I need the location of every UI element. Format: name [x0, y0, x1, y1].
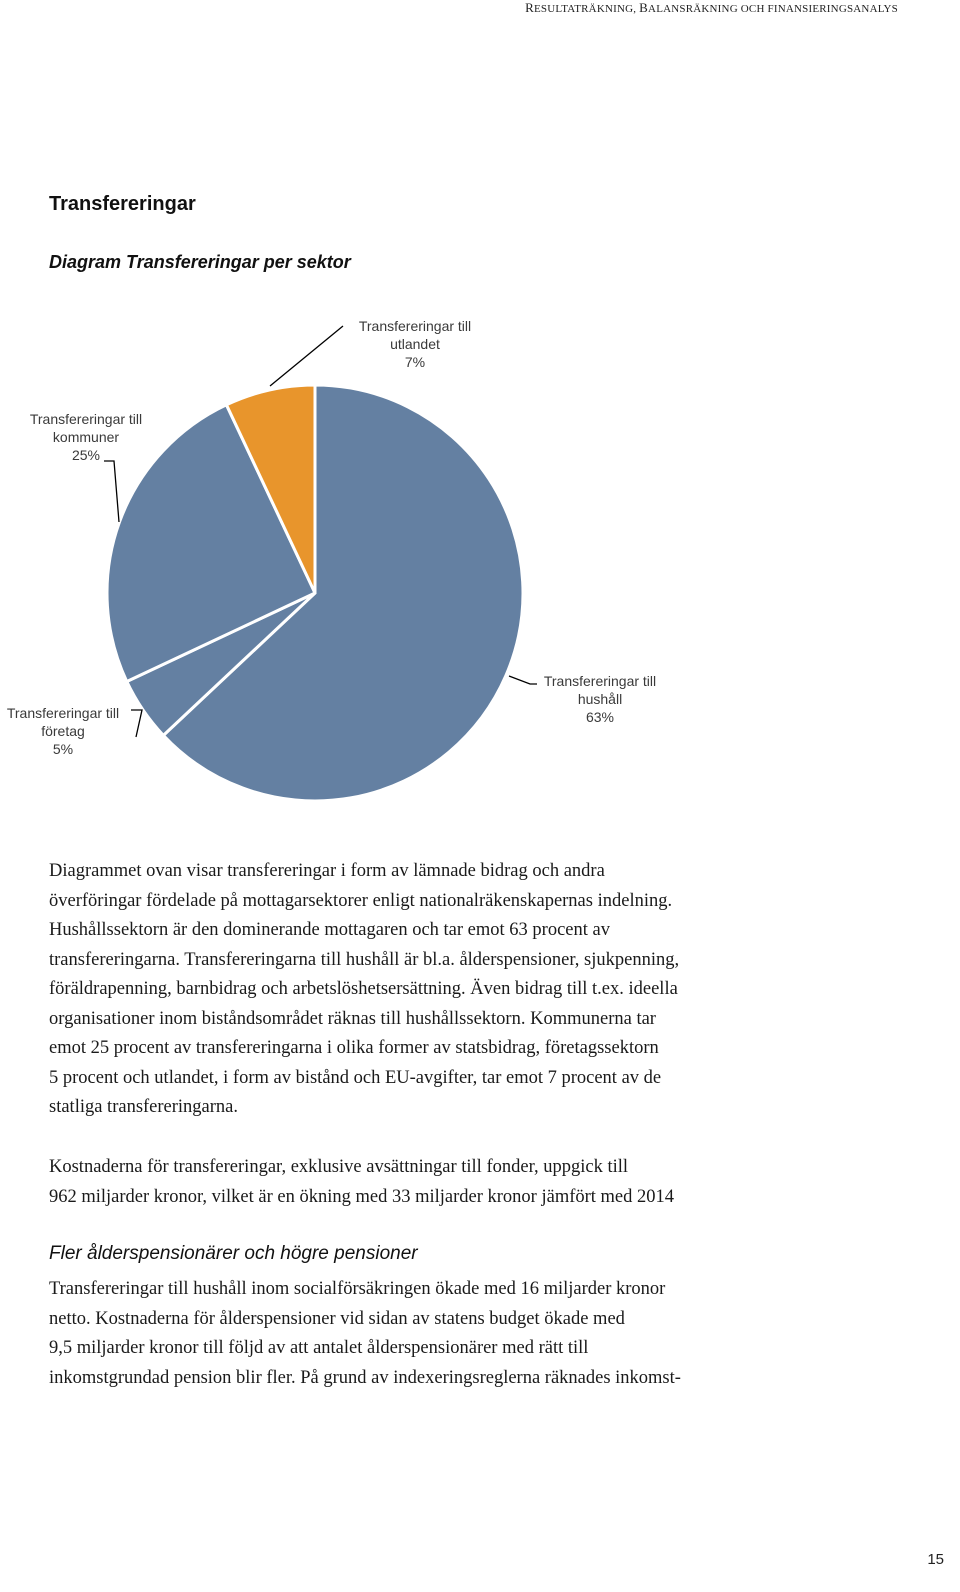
pie-label-line: 7% — [404, 354, 426, 370]
pie-label-line: företag — [41, 723, 85, 739]
text-line: organisationer inom biståndsområdet räknas till hushållssektorn. Kommunerna tar — [49, 1008, 656, 1029]
pie-leader-line-utlandet — [270, 326, 343, 386]
pie-leader-line-foretag — [131, 710, 142, 737]
text-line: transfereringarna. Transfereringarna till hushåll är bl.a. ålderspensioner, sjukpenning, — [49, 949, 680, 970]
text-line: statliga transfereringarna. — [49, 1097, 239, 1117]
text-line: netto. Kostnaderna för ålderspensioner vid sidan av statens budget ökade med — [49, 1308, 625, 1329]
page-number: 15 — [927, 1551, 944, 1568]
section-title: Transfereringar — [49, 193, 196, 215]
running-head-part: B — [639, 0, 649, 15]
pie-label-foretag — [7, 705, 119, 757]
pie-label-line: hushåll — [577, 691, 623, 707]
text-line: 962 miljarder kronor, vilket är en ökning med 33 miljarder kronor jämfört med 2014 — [49, 1186, 675, 1207]
text-line: 9,5 miljarder kronor till följd av att antalet ålderspensionärer med rätt till — [49, 1338, 589, 1358]
pie-slices — [107, 385, 523, 801]
text-line: inkomstgrundad pension blir fler. På grund av indexeringsreglerna räknades inkomst- — [49, 1367, 681, 1388]
running-head-part: R — [525, 0, 534, 15]
text-line: 5 procent och utlandet, i form av bistånd och EU-avgifter, tar emot 7 procent av de — [49, 1067, 662, 1088]
pie-chart — [0, 300, 960, 820]
pie-label-line: 63% — [585, 709, 615, 725]
text-line: Kostnaderna för transfereringar, exklusive avsättningar till fonder, uppgick till — [49, 1157, 629, 1177]
pie-label-line: Transfereringar till — [6, 705, 120, 721]
text-line: Diagrammet ovan visar transfereringar i form av lämnade bidrag och andra — [49, 861, 605, 881]
text-line: Hushållssektorn är den dominerande mottagaren och tar emot 63 procent av — [49, 920, 610, 940]
pie-label-line: utlandet — [390, 336, 440, 352]
running-head-part: ALANSRÄKNING OCH FINANSIERINGSANALYS — [648, 3, 898, 15]
paragraph-pensions — [49, 1275, 839, 1393]
pie-label-line: Transfereringar till — [543, 673, 657, 689]
subheading-pensions: Fler ålderspensionärer och högre pensioner — [49, 1243, 418, 1264]
pie-label-kommuner — [30, 411, 142, 463]
paragraph-intro — [49, 857, 839, 1123]
pie-label-hushall — [544, 673, 656, 725]
pie-label-line: Transfereringar till — [358, 318, 472, 334]
running-header — [525, 0, 898, 16]
paragraph-costs — [49, 1153, 839, 1212]
text-line: Transfereringar till hushåll inom socialförsäkringen ökade med 16 miljarder kronor — [49, 1279, 666, 1299]
pie-leader-line-kommuner — [104, 461, 119, 522]
pie-label-line: Transfereringar till — [29, 411, 143, 427]
pie-leader-line-hushall — [509, 676, 537, 684]
pie-label-line: 5% — [52, 741, 74, 757]
pie-label-utlandet — [359, 318, 471, 370]
text-line: emot 25 procent av transfereringarna i olika former av statsbidrag, företagssektorn — [49, 1038, 659, 1058]
pie-label-line: kommuner — [52, 429, 120, 445]
running-head-part: ESULTATRÄKNING, — [533, 3, 640, 15]
pie-label-line: 25% — [71, 447, 101, 463]
text-line: föräldrapenning, barnbidrag och arbetslöshetsersättning. Även bidrag till t.ex. ideella — [49, 979, 678, 999]
text-line: överföringar fördelade på mottagarsektorer enligt nationalräkenskapernas indelning. — [49, 890, 673, 911]
figure-title: Diagram Transfereringar per sektor — [49, 252, 351, 272]
